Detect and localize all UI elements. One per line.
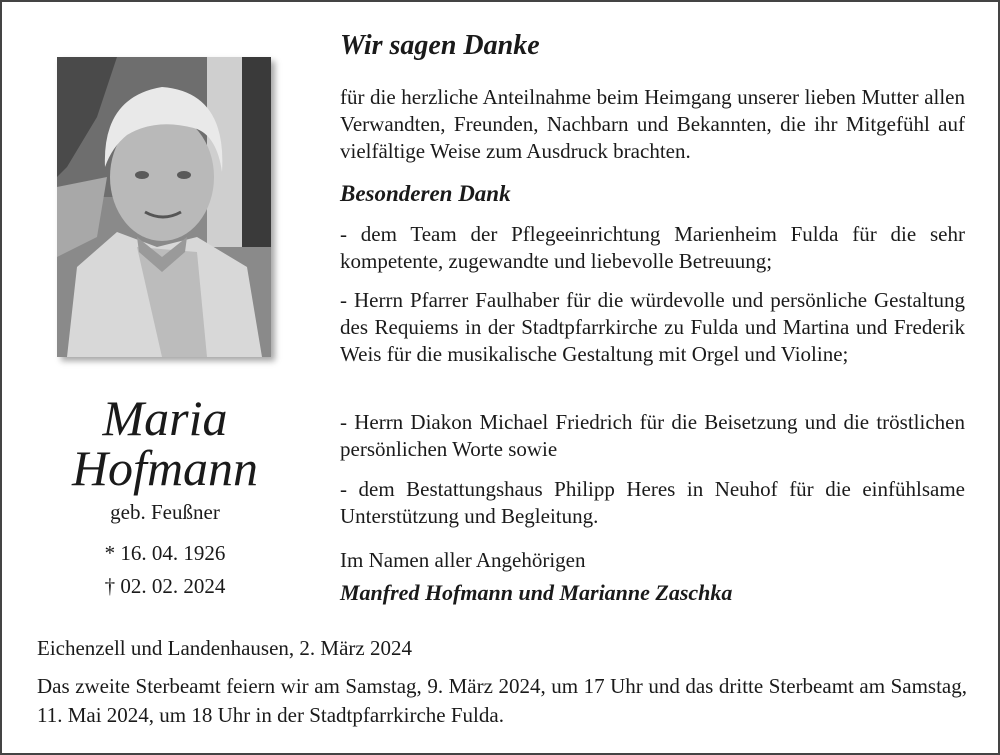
- intro-text: für die herzliche Anteilnahme beim Heimgang unserer lieben Mutter allen Verwandten, Freunden, Nachbarn und Bekannten, die ihr Mitgefühl auf vielfältige Weise zum Ausdruck brachten.: [340, 85, 965, 163]
- special-thanks-heading: Besonderen Dank: [340, 181, 511, 206]
- thanks-item-funeral-home: - dem Bestattungshaus Philipp Heres in Neuhof für die einfühlsame Unterstützung und Begleitung.: [340, 477, 965, 528]
- death-date: † 02. 02. 2024: [104, 574, 226, 598]
- on-behalf-text: Im Namen aller Angehörigen: [340, 548, 586, 572]
- maiden-name: geb. Feußner: [110, 500, 220, 524]
- memorial-announcement: Das zweite Sterbeamt feiern wir am Samstag, 9. März 2024, um 17 Uhr und das dritte Sterbeamt am Samstag, 11. Mai 2024, um 18 Uhr in der Stadtpfarrkirche Fulda.: [37, 674, 967, 727]
- signatories: Manfred Hofmann und Marianne Zaschka: [340, 580, 733, 605]
- first-name: Maria: [102, 390, 228, 446]
- place-date: Eichenzell und Landenhausen, 2. März 2024: [37, 636, 412, 660]
- portrait-photo: [57, 57, 271, 357]
- thanks-item-deacon: - Herrn Diakon Michael Friedrich für die Beisetzung und die tröstlichen persönlichen Worte sowie: [340, 410, 965, 461]
- notice-heading: Wir sagen Danke: [340, 30, 540, 61]
- birth-date: * 16. 04. 1926: [104, 541, 226, 565]
- thanks-item-pastor: - Herrn Pfarrer Faulhaber für die würdevolle und persönliche Gestaltung des Requiems in der Stadtpfarrkirche zu Fulda und Martina und Frederik Weis für die musikalische Gestaltung mit Orgel und Violine;: [340, 288, 965, 366]
- thanks-item-care-home: - dem Team der Pflegeeinrichtung Marienheim Fulda für die sehr kompetente, zugewandte und liebevolle Betreuung;: [340, 222, 965, 273]
- last-name: Hofmann: [71, 440, 259, 496]
